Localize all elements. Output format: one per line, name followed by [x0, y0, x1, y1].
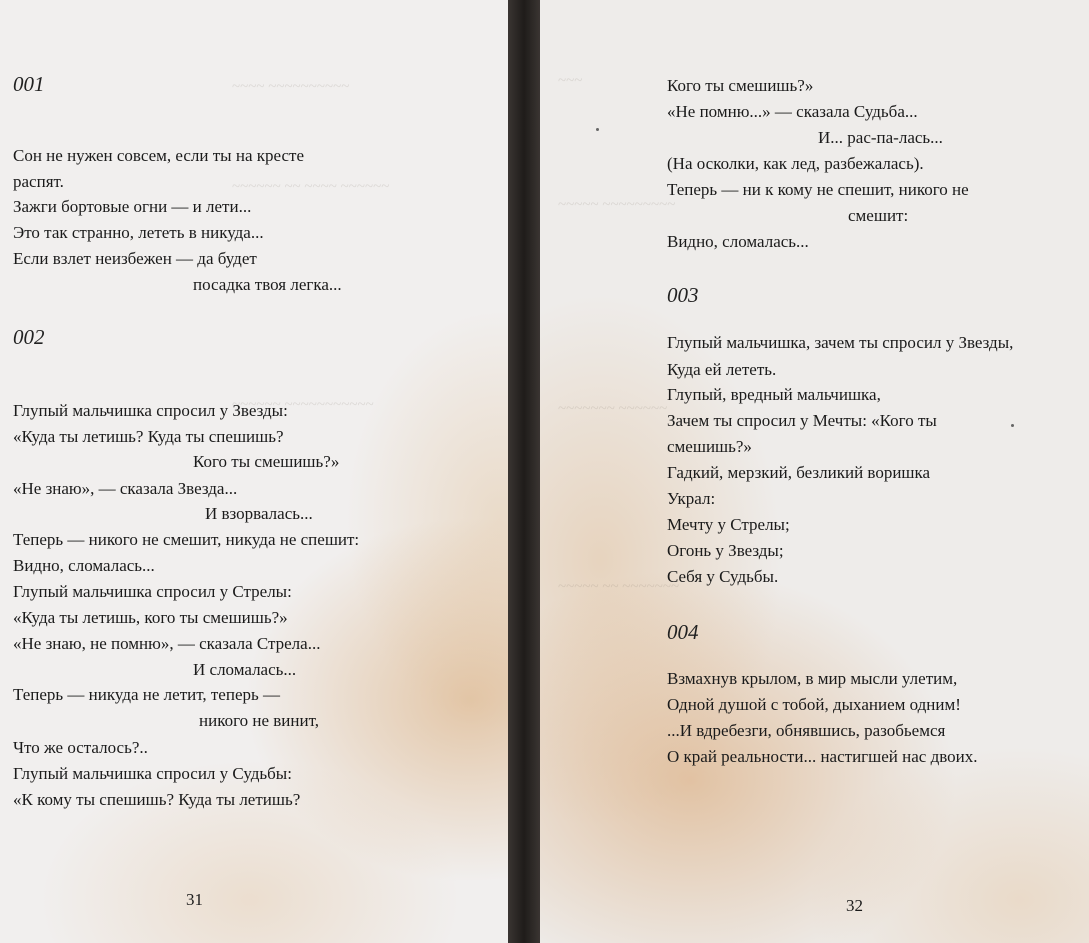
- bleed-through-text: ~~~~~ ~~ ~~~~~~~: [558, 579, 680, 595]
- poem-line: Видно, сломалась...: [13, 556, 155, 575]
- right-page: [540, 0, 1089, 943]
- left-page: [0, 0, 508, 943]
- poem-line: Одной душой с тобой, дыханием одним!: [667, 695, 961, 714]
- poem-line: И сломалась...: [193, 660, 297, 679]
- bleed-through-text: ~~~: [558, 73, 583, 89]
- poem-line: смешишь?»: [667, 437, 752, 456]
- poem-line: «Не знаю, не помню», — сказала Стрела...: [13, 634, 321, 653]
- poem-number-003: 003: [667, 283, 699, 307]
- poem-line: посадка твоя легка...: [193, 275, 342, 294]
- poem-line: Что же осталось?..: [13, 738, 148, 757]
- poem-number-002: 002: [13, 325, 45, 349]
- bleed-through-text: ~~~~~ ~~~~~~~~~: [558, 197, 676, 213]
- bleed-through-text: ~~~~~~ ~~ ~~~~ ~~~~~~: [232, 179, 390, 195]
- poem-line: смешит:: [848, 206, 909, 225]
- poem-line: Кого ты смешишь?»: [667, 76, 814, 95]
- poem-line: Глупый мальчишка спросил у Стрелы:: [13, 582, 292, 601]
- poem-line: Гадкий, мерзкий, безликий воришка: [667, 463, 931, 482]
- poem-number-001: 001: [13, 72, 45, 96]
- poem-line: Сон не нужен совсем, если ты на кресте: [13, 146, 304, 165]
- poem-line: «Куда ты летишь? Куда ты спешишь?: [13, 427, 284, 446]
- poem-line: Теперь — никуда не летит, теперь —: [13, 685, 280, 704]
- poem-line: И... рас-па-лась...: [818, 128, 943, 147]
- page-number: 31: [186, 890, 203, 909]
- poem-line: О край реальности... настигшей нас двоих.: [667, 747, 978, 766]
- poem-line: Зачем ты спросил у Мечты: «Кого ты: [667, 411, 937, 430]
- bleed-through-text: ~~~~~~ ~~~~~~~~~~~: [232, 397, 374, 413]
- poem-line: Украл:: [667, 489, 716, 508]
- poem-line: Взмахнув крылом, в мир мысли улетим,: [667, 669, 958, 688]
- poem-line: Если взлет неизбежен — да будет: [13, 249, 257, 268]
- poem-line: Огонь у Звезды;: [667, 541, 784, 560]
- poem-line: «Куда ты летишь, кого ты смешишь?»: [13, 608, 288, 627]
- poem-line: Мечту у Стрелы;: [667, 515, 790, 534]
- poem-line: Куда ей лететь.: [667, 360, 777, 379]
- poem-number-004: 004: [667, 620, 699, 644]
- poem-line: ...И вдребезги, обнявшись, разобьемся: [667, 721, 946, 740]
- poem-line: Глупый мальчишка, зачем ты спросил у Звезды,: [667, 333, 1014, 352]
- poem-line: «Не знаю», — сказала Звезда...: [13, 479, 238, 498]
- poem-line: «К кому ты спешишь? Куда ты летишь?: [13, 790, 301, 809]
- bleed-through-text: ~~~~ ~~~~~~~~~~: [232, 79, 350, 95]
- poem-line: Это так странно, лететь в никуда...: [13, 223, 264, 242]
- poem-line: Теперь — никого не смешит, никуда не спешит:: [13, 530, 360, 549]
- poem-line: Глупый мальчишка спросил у Звезды:: [13, 401, 288, 420]
- poem-line: И взорвалась...: [205, 504, 313, 523]
- bleed-through-text: ~~~~~~~ ~~~~~~: [558, 401, 668, 417]
- poem-line: Глупый, вредный мальчишка,: [667, 385, 881, 404]
- poem-line: Видно, сломалась...: [667, 232, 809, 251]
- poem-line: никого не винит,: [199, 711, 320, 730]
- paper-speck: [596, 128, 599, 131]
- page-number: 32: [846, 896, 863, 915]
- book-gutter: [508, 0, 540, 943]
- poem-line: Зажги бортовые огни — и лети...: [13, 197, 252, 216]
- poem-line: Глупый мальчишка спросил у Судьбы:: [13, 764, 292, 783]
- poem-line: распят.: [13, 172, 64, 191]
- poem-line: Теперь — ни к кому не спешит, никого не: [667, 180, 969, 199]
- poem-line: Себя у Судьбы.: [667, 567, 779, 586]
- paper-speck: [1011, 424, 1014, 427]
- poem-line: Кого ты смешишь?»: [193, 452, 340, 471]
- poem-line: «Не помню...» — сказала Судьба...: [667, 102, 918, 121]
- poem-line: (На осколки, как лед, разбежалась).: [667, 154, 924, 173]
